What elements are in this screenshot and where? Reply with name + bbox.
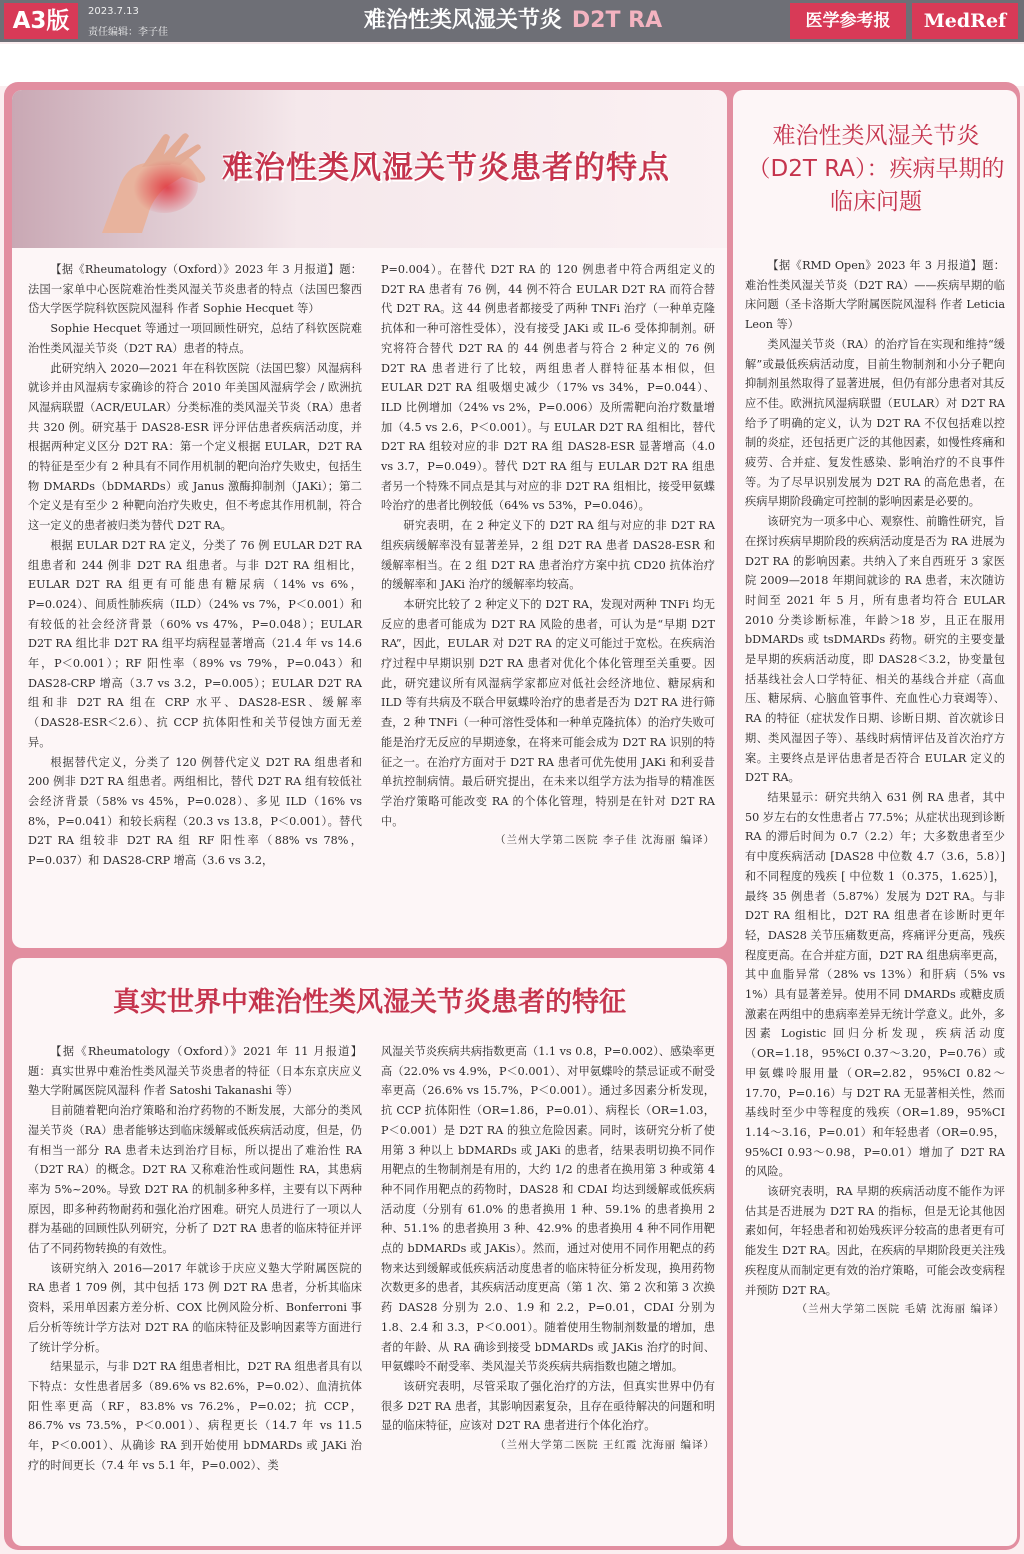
article-1-source: 【据《Rheumatology（Oxford）》2023 年 3 月报道】题：法国一家单中心医院难治性类风湿关节炎患者的特点（法国巴黎西岱大学医学院科钦医院风湿科 作者 Sophie Hecquet 等） [28,263,362,316]
article-2-column-2 [381,1042,715,1456]
article-2-title: 真实世界中难治性类风湿关节炎患者的特征 [113,987,626,1018]
header-gap [0,44,1024,86]
article-3-title: 难治性类风湿关节炎（D2T RA）：疾病早期的临床问题 [747,123,1005,215]
issue-date: 2023.7.13 [88,6,139,17]
article-1-paragraph: 研究表明，在 2 种定义下的 D2T RA 组与对应的非 D2T RA 组疾病缓解率没有显著差异，2 组 D2T RA 患者 DAS28-ESR 和缓解率相当。在 2 组 D2T RA 患者治疗方案中抗 CD20 抗体治疗的缓解率和 JAKi 治疗的缓解率均较高。 [381,519,715,592]
article-2-paragraph: 结果显示，与非 D2T RA 组患者相比，D2T RA 组患者具有以下特点：女性患者居多（89.6% vs 82.6%，P=0.02）、血清抗体阳性率更高（RF，83.8% vs 76.2%，P=0.02；抗 CCP，86.7% vs 73.5%，P＜0.001）、病程更长（14.7 年 vs 11.5 年，P＜0.001）、从确诊 RA 到开始使用 bDMARDs 或 JAKi 治疗的时间更长（7.4 年 vs 5.1 年，P=0.002）、类 [28,1360,362,1472]
article-3-source: 【据《RMD Open》2023 年 3 月报道】题：难治性类风湿关节炎（D2T RA）——疾病早期的临床问题（圣卡洛斯大学附属医院风湿科 作者 Leticia Leon 等） [745,259,1005,332]
article-2-paragraph: 该研究表明，尽管采取了强化治疗的方法，但真实世界中仍有很多 D2T RA 患者，其影响因素复杂，且存在亟待解决的问题和明显的临床特征，应该对 D2T RA 患者进行个体化治疗。 [381,1379,715,1433]
page-title-accent: D2T RA [571,8,663,33]
article-1-paragraph: 根据替代定义，分类了 120 例替代定义 D2T RA 组患者和 200 例非 D2T RA 组患者。两组相比，替代 D2T RA 组有较低社会经济背景（58% vs 45%，P=0.028）、多见 ILD（16% vs 8%，P=0.041）和较长病程（20.3 vs 13.8，P＜0.001）。替代 D2T RA 组较非 D2T RA 组 RF 阳性率（88% vs 78%，P=0.037）和 DAS28-CRP 增高（3.6 vs 3.2， [28,755,362,868]
brand-logo-en: MedRef [912,3,1018,39]
edition-badge: A3版 [4,3,78,39]
article-2-paragraph: 目前随着靶向治疗策略和治疗药物的不断发展，大部分的类风湿关节炎（RA）患者能够达到临床缓解或低疾病活动度，但是，仍有相当一部分 RA 患者未达到治疗目标，所以提出了难治性 RA（D2T RA）的概念。D2T RA 又称难治性或问题性 RA，其患病率为 5%~20%。导致 D2T RA 的机制多种多样，主要有以下两种原因，即多种药物耐药和强化治疗困难。研究人员进行了一项以人群为基础的回顾性队列研究，分析了 D2T RA 患者的临床特征并评估了不同药物转换的有效性。 [28,1104,362,1256]
article-1-banner [12,90,727,248]
article-1-column-2 [381,260,715,851]
article-1-paragraph: Sophie Hecquet 等通过一项回顾性研究，总结了科钦医院难治性类风湿关节炎（D2T RA）患者的特点。 [28,322,362,355]
brand-logo-cn: 医学参考报 [790,3,906,39]
page-title [248,0,778,42]
article-3-body [745,256,1005,1320]
article-1-paragraph: P=0.004）。在替代 D2T RA 的 120 例患者中符合两组定义的 D2T RA 患者有 76 例，44 例不符合 EULAR D2T RA 而符合替代 D2T RA。这 44 例患者都接受了两种 TNFi 治疗（一种单克隆抗体和一种可溶性受体），没有接受 JAKi 或 IL-6 受体抑制剂。研究将符合替代 D2T RA 的 44 例患者与符合 2 种定义的 76 例 D2T RA 患者进行了比较，两组患者人群特征基本相似，但 EULAR D2T RA 组吸烟史减少（17% vs 34%，P=0.044）、ILD 比例增加（24% vs 2%，P=0.006）及所需靶向治疗数量增加（4.5 vs 2.6，P＜0.001）。与 EULAR D2T RA 组相比，替代 D2T RA 组较对应的非 D2T RA 组 DAS28-ESR 显著增高（4.0 vs 3.7，P=0.049）。替代 D2T RA 组与 EULAR D2T RA 组患者另一个特殊不同点是其与对应的非 D2T RA 组相比，接受甲氨蝶呤治疗的患者比例较低（64% vs 53%，P=0.046）。 [381,263,715,513]
article-1-column-1 [28,260,362,871]
article-2-paragraph: 风湿关节炎疾病共病指数更高（1.1 vs 0.8，P=0.002）、感染率更高（22.0% vs 4.9%，P＜0.001）、对甲氨蝶呤的禁忌证或不耐受率更高（26.6% vs 15.7%，P＜0.001）。通过多因素分析发现，抗 CCP 抗体阳性（OR=1.86，P=0.01）、病程长（OR=1.03，P＜0.001）是 D2T RA 的独立危险因素。同时，该研究分析了使用第 3 种以上 bDMARDs 或 JAKi 的患者，结果表明切换不同作用靶点的生物制剂是有用的，大约 1/2 的患者在换用第 3 种或第 4 种不同作用靶点的药物时，DAS28 和 CDAI 均达到缓解或低疾病活动度（分别有 61.0% 的患者换用 1 种、59.1% 的患者换用 2 种、51.1% 的患者换用 3 种、42.9% 的患者换用 4 种不同作用靶点的 bDMARDs 或 JAKis）。然而，通过对使用不同作用靶点的药物来达到缓解或低疾病活动度患者的临床特征分析发现，换用药物次数更多的患者，其疾病活动度更高（第 1 次、第 2 次和第 3 次换药 DAS28 分别为 2.0、1.9 和 2.2，P=0.01，CDAI 分别为 1.8、2.4 和 3.3，P＜0.001）。随着使用生物制剂数量的增加，患者的年龄、从 RA 确诊到接受 bDMARDs 或 JAKis 治疗的时间、甲氨蝶呤不耐受率、类风湿关节炎疾病共病指数也随之增加。 [381,1045,715,1374]
article-1 [12,90,727,948]
article-3-credit: （兰州大学第二医院 毛婧 沈海丽 编译） [796,1303,1005,1316]
masthead [0,0,1024,42]
painful-wrist-illustration [82,115,222,235]
article-1-title: 难治性类风湿关节炎患者的特点 [222,150,670,186]
article-2-source: 【据《Rheumatology（Oxford）》2021 年 11 月报道】题：真实世界中难治性类风湿关节炎患者的特征（日本东京庆应义塾大学附属医院风湿科 作者 Satoshi Takanashi 等） [28,1045,362,1098]
article-3 [733,90,1017,1546]
article-3-paragraph: 该研究为一项多中心、观察性、前瞻性研究，旨在探讨疾病早期阶段的疾病活动度是否为 RA 进展为 D2T RA 的影响因素。共纳入了来自西班牙 3 家医院 2009—2018 年期间就诊的 RA 患者，末次随访时间至 2021 年 5 月，所有患者均符合 EULAR 2010 分类诊断标准，年龄＞18 岁，且正在服用 bDMARDs 或 tsDMARDs 药物。研究的主要变量是早期的疾病活动度，即 DAS28＜3.2，协变量包括基线社会人口学特征、相关的基线合并症（高血压、糖尿病、心脑血管事件、充血性心力衰竭等）、RA 的特征（症状发作日期、诊断日期、首次就诊日期、类风湿因子等）、基线时病情评估及首次治疗方案。主要终点是评估患者是否符合 EULAR 定义的 D2T RA。 [745,515,1005,785]
article-3-paragraph: 该研究表明，RA 早期的疾病活动度不能作为评估其是否进展为 D2T RA 的指标，但是无论其他因素如何，年轻患者和初始残疾评分较高的患者更有可能发生 D2T RA。因此，在疾病的早期阶段更关注残疾程度从而制定更有效的治疗策略，可能会改变病程并预防 D2T RA。 [745,1185,1005,1297]
article-2 [12,958,727,1546]
article-1-paragraph: 此研究纳入 2020—2021 年在科钦医院（法国巴黎）风湿病科就诊并由风湿病专家确诊的符合 2010 年美国风湿病学会 / 欧洲抗风湿病联盟（ACR/EULAR）分类标准的类风湿关节炎（RA）患者共 320 例。研究基于 DAS28-ESR 评分评估患者疾病活动度，并根据两种定义区分 D2T RA：第一个定义根据 EULAR，D2T RA 的特征是至少有 2 种具有不同作用机制的靶向治疗失败史，包括生物 DMARDs（bDMARDs）或 Janus 激酶抑制剂（JAKi）；第二个定义是有至少 2 种靶向治疗失败史，但不考虑其作用机制，符合这一定义的患者被归类为替代 D2T RA。 [28,361,362,533]
article-2-credit: （兰州大学第二医院 王红霞 沈海丽 编译） [494,1439,715,1452]
article-1-paragraph: 本研究比较了 2 种定义下的 D2T RA，发现对两种 TNFi 均无反应的患者可能成为 D2T RA 风险的患者，可认为是“早期 D2T RA”，因此，EULAR 对 D2T RA 的定义可能过于宽松。在疾病治疗过程中早期识别 D2T RA 患者对优化个体化管理至关重要。因此，研究建议所有风湿病学家都应对低社会经济地位、糖尿病和 ILD 等有共病及不联合甲氨蝶呤治疗的患者是否为 D2T RA 进行筛查，2 种 TNFi（一种可溶性受体和一种单克隆抗体）的治疗失败可能是治疗无反应的早期迹象，在将来可能会成为 D2T RA 识别的特征之一。在治疗方面对于 D2T RA 患者可优先使用 JAKi 和利妥昔单抗控制病情。最后研究提出，在未来以组学方法为指导的精准医学治疗策略可能改变 RA 的个体化管理，特别是在针对 D2T RA 中。 [381,597,715,828]
article-1-credit: （兰州大学第二医院 李子佳 沈海丽 编译） [494,834,715,847]
article-2-paragraph: 该研究纳入 2016—2017 年就诊于庆应义塾大学附属医院的 RA 患者 1 709 例，其中包括 173 例 D2T RA 患者，分析其临床资料，采用单因素方差分析、COX 比例风险分析、Bonferroni 事后分析等统计学方法对 D2T RA 的临床特征及影响因素等方面进行了统计学分析。 [28,1261,362,1354]
responsible-editor: 责任编辑：李子佳 [88,27,168,38]
article-1-paragraph: 根据 EULAR D2T RA 定义，分类了 76 例 EULAR D2T RA 组患者和 244 例非 D2T RA 组患者。与非 D2T RA 组相比，EULAR D2T RA 组更有可能患有糖尿病（14% vs 6%，P=0.024）、间质性肺疾病（ILD）（24% vs 7%，P＜0.001）和有较低的社会经济背景（60% vs 47%，P=0.048）；EULAR D2T RA 组比非 D2T RA 组平均病程显著增高（21.4 年 vs 14.6 年，P＜0.001）；RF 阳性率（89% vs 79%，P=0.043）和 DAS28-CRP 增高（3.7 vs 3.2，P=0.005）；EULAR D2T RA 组和非 D2T RA 组在 CRP 水平、DAS28-ESR、缓解率（DAS28-ESR＜2.6）、抗 CCP 抗体阳性和关节侵蚀方面无差异。 [28,538,362,749]
article-3-paragraph: 类风湿关节炎（RA）的治疗旨在实现和维持“缓解”或最低疾病活动度，目前生物制剂和小分子靶向抑制剂虽然取得了显著进展，但仍有部分患者对其反应不佳。欧洲抗风湿病联盟（EULAR）对 D2T RA 给予了明确的定义，认为 D2T RA 不仅包括难以控制的炎症，还包括更广泛的其他因素，如慢性疼痛和疲劳、合并症、复发性感染、影响治疗的不良事件等。为了尽早识别发展为 D2T RA 的高危患者，在疾病早期阶段确定可控制的影响因素是必要的。 [745,337,1005,509]
article-3-paragraph: 结果显示：研究共纳入 631 例 RA 患者，其中 50 岁左右的女性患者占 77.5%；从症状出现到诊断 RA 的滞后时间为 0.7（2.2）年；大多数患者至少有中度疾病活动 [DAS28 中位数 4.7（3.6，5.8）] 和不同程度的残疾 [ 中位数 1（0.375，1.625）]，最终 35 例患者（5.87%）发展为 D2T RA。与非 D2T RA 组相比，D2T RA 组患者在诊断时更年轻，DAS28 关节压痛数更高，疼痛评分更高，残疾程度更高。在合并症方面，D2T RA 组患病率更高，其中血脂异常（28% vs 13%）和肝病（5% vs 1%）具有显著差异。使用不同 DMARDs 或糖皮质激素在两组中的患病率差异无统计学意义。此外，多因素 Logistic 回归分析发现，疾病活动度（OR=1.18，95%CI 0.37～3.20，P=0.76）或甲氨蝶呤服用量（OR=2.82，95%CI 0.82～17.70，P=0.16）与 D2T RA 无显著相关性，然而基线时至少中等程度的残疾（OR=1.89，95%CI 1.14～3.16，P=0.01）和年轻患者（OR=0.95，95%CI 0.93～0.98，P=0.01）增加了 D2T RA 的风险。 [745,790,1005,1179]
article-2-column-1 [28,1042,362,1475]
page-title-text: 难治性类风湿关节炎 [363,8,562,33]
